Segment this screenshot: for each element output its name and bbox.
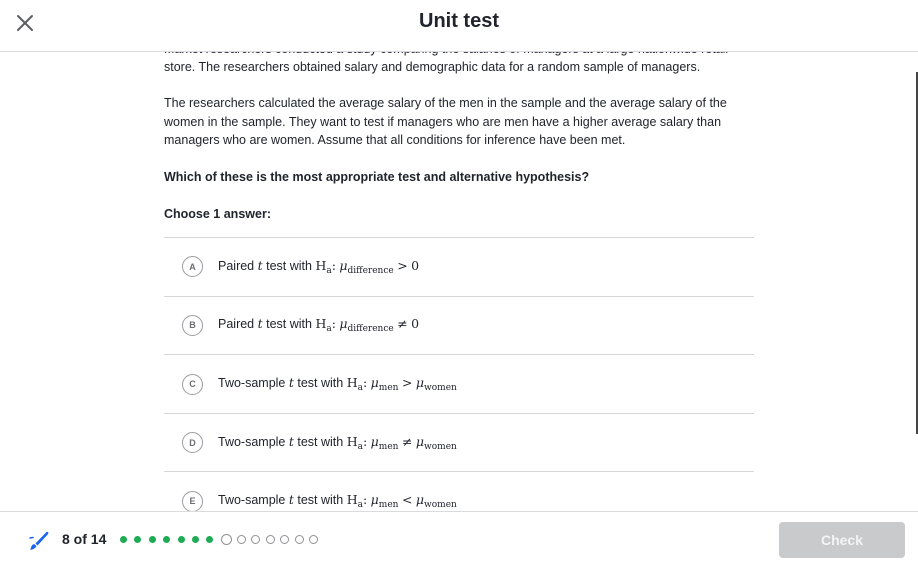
progress-dot-complete	[134, 536, 141, 543]
progress-dot-pending	[280, 535, 289, 544]
check-button[interactable]: Check	[779, 522, 905, 558]
choice-label: Paired t test with $H_a$: $\mu_{difference} > 0$	[218, 257, 420, 276]
choice-letter: A	[182, 256, 203, 277]
progress-dot-complete	[163, 536, 170, 543]
answer-choice-a[interactable]	[164, 238, 754, 297]
progress-dot-pending	[266, 535, 275, 544]
choice-label: Paired t test with $H_a$: $\mu_{difference} \ne 0$	[218, 316, 420, 335]
progress-dot-complete	[120, 536, 127, 543]
question-paragraph: The researchers calculated the average salary of the men in the sample and the average salary of the women in the sample. They want to test if managers who are men have a higher average salary than managers who are women. Assume that all conditions for inference have been met.	[164, 96, 727, 147]
progress-dot-current	[221, 534, 232, 545]
bottom-bar	[0, 511, 918, 565]
progress-label: 8 of 14	[62, 531, 107, 547]
answer-instruction: Choose 1 answer:	[164, 207, 271, 222]
choice-label: Two-sample t test with $H_a$: $\mu_{men} < \mu_{women}$	[218, 492, 457, 511]
progress-dot-pending	[295, 535, 304, 544]
progress-dot-complete	[149, 536, 156, 543]
choice-letter: E	[182, 491, 203, 512]
question-area[interactable]	[0, 52, 918, 511]
progress-dot-pending	[251, 535, 260, 544]
choice-letter: C	[182, 374, 203, 395]
page-title: Unit test	[419, 10, 499, 32]
choice-label: Two-sample t test with $H_a$: $\mu_{men} \ne \mu_{women}$	[218, 433, 457, 452]
top-bar	[0, 0, 918, 52]
answer-choices	[164, 237, 754, 531]
progress-dots	[120, 534, 324, 544]
answer-choice-d[interactable]	[164, 414, 754, 473]
choice-label: Two-sample t test with $H_a$: $\mu_{men} > \mu_{women}$	[218, 375, 457, 393]
brush-icon	[28, 529, 50, 551]
choice-letter: D	[182, 432, 203, 453]
progress-dot-complete	[178, 536, 185, 543]
progress-dot-complete	[192, 536, 199, 543]
question-prompt: Which of these is the most appropriate test and alternative hypothesis?	[164, 170, 590, 185]
question-paragraph: store. The researchers obtained salary and demographic data for a random sample of managers.	[164, 60, 701, 75]
progress-dot-pending	[309, 535, 318, 544]
answer-choice-c[interactable]	[164, 355, 754, 414]
progress-dot-pending	[237, 535, 246, 544]
answer-choice-b[interactable]	[164, 297, 754, 356]
progress-dot-complete	[206, 536, 213, 543]
choice-letter: B	[182, 315, 203, 336]
